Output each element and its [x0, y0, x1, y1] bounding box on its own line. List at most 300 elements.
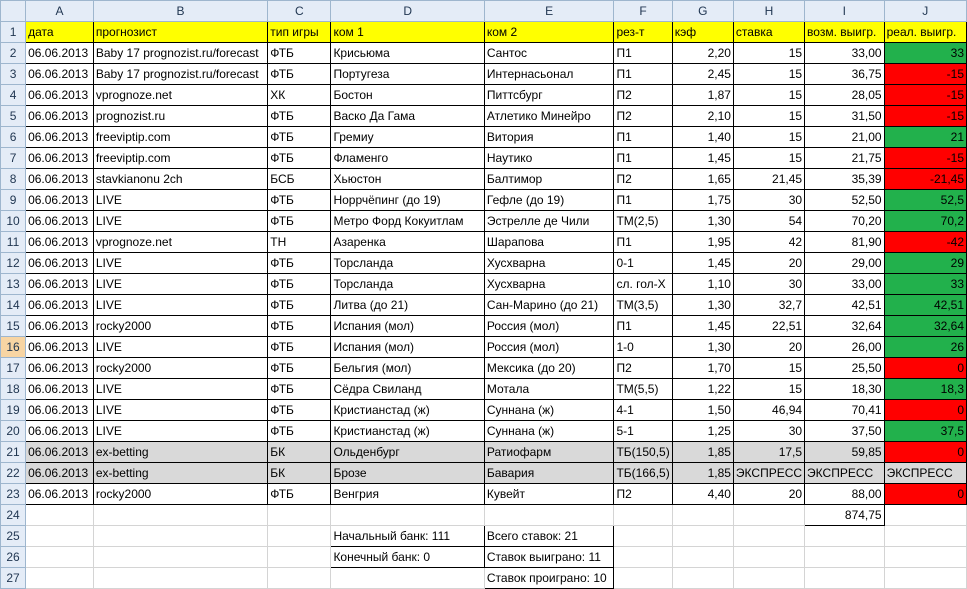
empty-cell[interactable]: [672, 505, 733, 526]
cell-team1[interactable]: Торсланда: [331, 274, 484, 295]
cell-possible-win[interactable]: 81,90: [805, 232, 885, 253]
cell-date[interactable]: 06.06.2013: [26, 295, 94, 316]
cell-odds[interactable]: 1,10: [672, 274, 733, 295]
cell-team2[interactable]: Бавария: [484, 463, 614, 484]
empty-cell[interactable]: [26, 505, 94, 526]
cell-odds[interactable]: 1,30: [672, 295, 733, 316]
cell-possible-win[interactable]: 35,39: [805, 169, 885, 190]
row-number[interactable]: 26: [1, 547, 26, 568]
cell-possible-win[interactable]: 70,41: [805, 400, 885, 421]
cell-odds[interactable]: 1,45: [672, 253, 733, 274]
row-number[interactable]: 1: [1, 22, 26, 43]
cell-real-win[interactable]: 32,64: [884, 316, 966, 337]
cell-forecaster[interactable]: LIVE: [93, 253, 267, 274]
header-cell-possible-win[interactable]: возм. выигр.: [805, 22, 885, 43]
cell-team2[interactable]: Россия (мол): [484, 316, 614, 337]
header-cell-real-win[interactable]: реал. выигр.: [884, 22, 966, 43]
cell-stake[interactable]: 15: [733, 127, 804, 148]
header-cell-forecaster[interactable]: прогнозист: [93, 22, 267, 43]
cell-type[interactable]: ФТБ: [268, 190, 331, 211]
cell-date[interactable]: 06.06.2013: [26, 169, 94, 190]
cell-team2[interactable]: Ратиофарм: [484, 442, 614, 463]
cell-stake[interactable]: 22,51: [733, 316, 804, 337]
row-number[interactable]: 27: [1, 568, 26, 589]
cell-forecaster[interactable]: ex-betting: [93, 442, 267, 463]
cell-possible-win[interactable]: 70,20: [805, 211, 885, 232]
cell-possible-win[interactable]: 88,00: [805, 484, 885, 505]
row-number[interactable]: 12: [1, 253, 26, 274]
cell-odds[interactable]: 1,45: [672, 148, 733, 169]
row-number[interactable]: 10: [1, 211, 26, 232]
row-number[interactable]: 8: [1, 169, 26, 190]
cell-date[interactable]: 06.06.2013: [26, 106, 94, 127]
cell-team2[interactable]: Эстрелле де Чили: [484, 211, 614, 232]
cell-team2[interactable]: Мотала: [484, 379, 614, 400]
cell-result[interactable]: П1: [614, 316, 672, 337]
empty-cell[interactable]: [733, 568, 804, 589]
cell-odds[interactable]: 1,95: [672, 232, 733, 253]
cell-odds[interactable]: 1,70: [672, 358, 733, 379]
cell-team1[interactable]: Васко Да Гама: [331, 106, 484, 127]
cell-date[interactable]: 06.06.2013: [26, 463, 94, 484]
cell-odds[interactable]: 1,50: [672, 400, 733, 421]
cell-real-win[interactable]: 0: [884, 358, 966, 379]
empty-cell[interactable]: [884, 526, 966, 547]
cell-result[interactable]: ТМ(2,5): [614, 211, 672, 232]
cell-possible-win[interactable]: 18,30: [805, 379, 885, 400]
cell-stake[interactable]: 15: [733, 379, 804, 400]
cell-stake[interactable]: 15: [733, 64, 804, 85]
cell-type[interactable]: ФТБ: [268, 253, 331, 274]
cell-real-win[interactable]: 0: [884, 442, 966, 463]
cell-team2[interactable]: Наутико: [484, 148, 614, 169]
cell-possible-win[interactable]: 31,50: [805, 106, 885, 127]
cell-real-win[interactable]: 0: [884, 484, 966, 505]
cell-stake[interactable]: 54: [733, 211, 804, 232]
cell-odds[interactable]: 1,45: [672, 316, 733, 337]
cell-type[interactable]: ФТБ: [268, 211, 331, 232]
cell-result[interactable]: ТБ(150,5): [614, 442, 672, 463]
summary-bets-cell[interactable]: Всего ставок: 21: [484, 526, 614, 547]
cell-stake[interactable]: 30: [733, 274, 804, 295]
cell-result[interactable]: П2: [614, 106, 672, 127]
cell-possible-win[interactable]: 25,50: [805, 358, 885, 379]
row-number[interactable]: 11: [1, 232, 26, 253]
cell-team1[interactable]: Испания (мол): [331, 337, 484, 358]
cell-possible-win[interactable]: 26,00: [805, 337, 885, 358]
cell-real-win[interactable]: -42: [884, 232, 966, 253]
cell-possible-win[interactable]: 32,64: [805, 316, 885, 337]
cell-type[interactable]: ФТБ: [268, 64, 331, 85]
cell-team2[interactable]: Сан-Марино (до 21): [484, 295, 614, 316]
row-number[interactable]: 21: [1, 442, 26, 463]
cell-stake[interactable]: 20: [733, 484, 804, 505]
cell-type[interactable]: ФТБ: [268, 337, 331, 358]
cell-team1[interactable]: Венгрия: [331, 484, 484, 505]
cell-team2[interactable]: Балтимор: [484, 169, 614, 190]
empty-cell[interactable]: [268, 526, 331, 547]
row-number[interactable]: 23: [1, 484, 26, 505]
column-header[interactable]: B: [93, 1, 267, 22]
cell-result[interactable]: П1: [614, 43, 672, 64]
select-all-corner[interactable]: [1, 1, 26, 22]
row-number[interactable]: 9: [1, 190, 26, 211]
column-header[interactable]: H: [733, 1, 804, 22]
cell-result[interactable]: П1: [614, 232, 672, 253]
cell-odds[interactable]: 2,45: [672, 64, 733, 85]
cell-result[interactable]: сл. гол-Х: [614, 274, 672, 295]
cell-forecaster[interactable]: rocky2000: [93, 316, 267, 337]
cell-type[interactable]: БК: [268, 463, 331, 484]
empty-cell[interactable]: [672, 526, 733, 547]
empty-cell[interactable]: [26, 526, 94, 547]
cell-real-win[interactable]: 37,5: [884, 421, 966, 442]
cell-team2[interactable]: Атлетико Минейро: [484, 106, 614, 127]
row-number[interactable]: 4: [1, 85, 26, 106]
cell-forecaster[interactable]: ex-betting: [93, 463, 267, 484]
cell-team2[interactable]: Хусхварна: [484, 253, 614, 274]
cell-result[interactable]: П1: [614, 127, 672, 148]
row-number[interactable]: 6: [1, 127, 26, 148]
column-header[interactable]: A: [26, 1, 94, 22]
column-header[interactable]: E: [484, 1, 614, 22]
cell-stake[interactable]: 30: [733, 421, 804, 442]
cell-forecaster[interactable]: vprognoze.net: [93, 232, 267, 253]
cell-odds[interactable]: 2,20: [672, 43, 733, 64]
cell-team1[interactable]: Сёдра Свиланд: [331, 379, 484, 400]
cell-stake[interactable]: 15: [733, 43, 804, 64]
cell-team1[interactable]: Бостон: [331, 85, 484, 106]
cell-stake[interactable]: 46,94: [733, 400, 804, 421]
empty-cell[interactable]: [93, 526, 267, 547]
cell-type[interactable]: ФТБ: [268, 316, 331, 337]
cell-real-win[interactable]: -21,45: [884, 169, 966, 190]
cell-odds[interactable]: 1,75: [672, 190, 733, 211]
cell-odds[interactable]: 1,30: [672, 337, 733, 358]
cell-team1[interactable]: Литва (до 21): [331, 295, 484, 316]
cell-possible-win[interactable]: 37,50: [805, 421, 885, 442]
cell-odds[interactable]: 1,30: [672, 211, 733, 232]
total-possible-win[interactable]: 874,75: [805, 505, 885, 526]
cell-team1[interactable]: Испания (мол): [331, 316, 484, 337]
cell-type[interactable]: ФТБ: [268, 295, 331, 316]
cell-team1[interactable]: Брозе: [331, 463, 484, 484]
row-number[interactable]: 16: [1, 337, 26, 358]
cell-team2[interactable]: Россия (мол): [484, 337, 614, 358]
cell-date[interactable]: 06.06.2013: [26, 274, 94, 295]
cell-real-win[interactable]: 18,3: [884, 379, 966, 400]
cell-team1[interactable]: Хьюстон: [331, 169, 484, 190]
cell-possible-win[interactable]: 21,75: [805, 148, 885, 169]
cell-real-win[interactable]: ЭКСПРЕСС: [884, 463, 966, 484]
cell-team2[interactable]: Шарапова: [484, 232, 614, 253]
cell-team2[interactable]: Витория: [484, 127, 614, 148]
cell-type[interactable]: ФТБ: [268, 127, 331, 148]
empty-cell[interactable]: [93, 505, 267, 526]
cell-real-win[interactable]: 33: [884, 43, 966, 64]
cell-type[interactable]: БСБ: [268, 169, 331, 190]
row-number[interactable]: 20: [1, 421, 26, 442]
cell-result[interactable]: П1: [614, 64, 672, 85]
cell-possible-win[interactable]: 28,05: [805, 85, 885, 106]
cell-team1[interactable]: Фламенго: [331, 148, 484, 169]
cell-real-win[interactable]: 26: [884, 337, 966, 358]
empty-cell[interactable]: [884, 568, 966, 589]
empty-cell[interactable]: [26, 547, 94, 568]
cell-result[interactable]: П2: [614, 169, 672, 190]
cell-date[interactable]: 06.06.2013: [26, 43, 94, 64]
cell-result[interactable]: ТМ(5,5): [614, 379, 672, 400]
cell-stake[interactable]: ЭКСПРЕСС: [733, 463, 804, 484]
cell-forecaster[interactable]: freeviptip.com: [93, 148, 267, 169]
cell-odds[interactable]: 1,65: [672, 169, 733, 190]
cell-forecaster[interactable]: LIVE: [93, 379, 267, 400]
row-number[interactable]: 22: [1, 463, 26, 484]
cell-date[interactable]: 06.06.2013: [26, 211, 94, 232]
empty-cell[interactable]: [884, 505, 966, 526]
row-number[interactable]: 25: [1, 526, 26, 547]
cell-forecaster[interactable]: stavkianonu 2ch: [93, 169, 267, 190]
empty-cell[interactable]: [614, 505, 672, 526]
row-number[interactable]: 17: [1, 358, 26, 379]
cell-odds[interactable]: 1,87: [672, 85, 733, 106]
cell-result[interactable]: 5-1: [614, 421, 672, 442]
cell-team2[interactable]: Гефле (до 19): [484, 190, 614, 211]
cell-real-win[interactable]: 0: [884, 400, 966, 421]
header-cell-odds[interactable]: кэф: [672, 22, 733, 43]
cell-date[interactable]: 06.06.2013: [26, 358, 94, 379]
cell-date[interactable]: 06.06.2013: [26, 253, 94, 274]
cell-result[interactable]: П1: [614, 148, 672, 169]
cell-type[interactable]: ФТБ: [268, 106, 331, 127]
cell-team2[interactable]: Кувейт: [484, 484, 614, 505]
cell-stake[interactable]: 17,5: [733, 442, 804, 463]
cell-team2[interactable]: Хусхварна: [484, 274, 614, 295]
cell-team1[interactable]: Португеза: [331, 64, 484, 85]
row-number[interactable]: 15: [1, 316, 26, 337]
cell-result[interactable]: П2: [614, 358, 672, 379]
cell-forecaster[interactable]: LIVE: [93, 400, 267, 421]
cell-team1[interactable]: Гремиу: [331, 127, 484, 148]
cell-odds[interactable]: 1,22: [672, 379, 733, 400]
cell-possible-win[interactable]: 33,00: [805, 274, 885, 295]
cell-stake[interactable]: 30: [733, 190, 804, 211]
cell-forecaster[interactable]: LIVE: [93, 295, 267, 316]
cell-forecaster[interactable]: freeviptip.com: [93, 127, 267, 148]
cell-date[interactable]: 06.06.2013: [26, 337, 94, 358]
cell-result[interactable]: ТМ(3,5): [614, 295, 672, 316]
summary-bets-cell[interactable]: Ставок выиграно: 11: [484, 547, 614, 568]
cell-date[interactable]: 06.06.2013: [26, 64, 94, 85]
cell-forecaster[interactable]: Baby 17 prognozist.ru/forecast: [93, 43, 267, 64]
row-number[interactable]: 5: [1, 106, 26, 127]
header-cell-team1[interactable]: ком 1: [331, 22, 484, 43]
cell-forecaster[interactable]: LIVE: [93, 190, 267, 211]
cell-odds[interactable]: 1,85: [672, 463, 733, 484]
cell-forecaster[interactable]: prognozist.ru: [93, 106, 267, 127]
cell-forecaster[interactable]: LIVE: [93, 211, 267, 232]
cell-real-win[interactable]: -15: [884, 85, 966, 106]
header-cell-stake[interactable]: ставка: [733, 22, 804, 43]
cell-possible-win[interactable]: 52,50: [805, 190, 885, 211]
cell-real-win[interactable]: 21: [884, 127, 966, 148]
cell-team1[interactable]: Норрчёпинг (до 19): [331, 190, 484, 211]
cell-odds[interactable]: 1,40: [672, 127, 733, 148]
empty-cell[interactable]: [484, 505, 614, 526]
cell-possible-win[interactable]: 42,51: [805, 295, 885, 316]
empty-cell[interactable]: [733, 526, 804, 547]
cell-date[interactable]: 06.06.2013: [26, 421, 94, 442]
cell-team2[interactable]: Интернасьонал: [484, 64, 614, 85]
header-cell-type[interactable]: тип игры: [268, 22, 331, 43]
cell-date[interactable]: 06.06.2013: [26, 442, 94, 463]
cell-team1[interactable]: Метро Форд Кокуитлам: [331, 211, 484, 232]
cell-possible-win[interactable]: 29,00: [805, 253, 885, 274]
cell-forecaster[interactable]: LIVE: [93, 274, 267, 295]
header-cell-date[interactable]: дата: [26, 22, 94, 43]
summary-bank-cell[interactable]: Конечный банк: 0: [331, 547, 484, 568]
cell-team1[interactable]: Торсланда: [331, 253, 484, 274]
cell-forecaster[interactable]: LIVE: [93, 337, 267, 358]
cell-date[interactable]: 06.06.2013: [26, 127, 94, 148]
empty-cell[interactable]: [733, 547, 804, 568]
cell-stake[interactable]: 15: [733, 148, 804, 169]
cell-team1[interactable]: Кристианстад (ж): [331, 421, 484, 442]
cell-stake[interactable]: 21,45: [733, 169, 804, 190]
cell-stake[interactable]: 20: [733, 337, 804, 358]
cell-result[interactable]: П2: [614, 85, 672, 106]
row-number[interactable]: 19: [1, 400, 26, 421]
cell-team1[interactable]: Ольденбург: [331, 442, 484, 463]
empty-cell[interactable]: [331, 568, 484, 589]
row-number[interactable]: 2: [1, 43, 26, 64]
empty-cell[interactable]: [614, 526, 672, 547]
cell-possible-win[interactable]: 59,85: [805, 442, 885, 463]
empty-cell[interactable]: [93, 568, 267, 589]
cell-date[interactable]: 06.06.2013: [26, 232, 94, 253]
cell-stake[interactable]: 32,7: [733, 295, 804, 316]
cell-team2[interactable]: Сантос: [484, 43, 614, 64]
cell-stake[interactable]: 15: [733, 358, 804, 379]
column-header[interactable]: G: [672, 1, 733, 22]
column-header[interactable]: I: [805, 1, 885, 22]
cell-real-win[interactable]: -15: [884, 106, 966, 127]
cell-real-win[interactable]: -15: [884, 64, 966, 85]
cell-team2[interactable]: Мексика (до 20): [484, 358, 614, 379]
empty-cell[interactable]: [733, 505, 804, 526]
cell-odds[interactable]: 1,85: [672, 442, 733, 463]
cell-real-win[interactable]: 70,2: [884, 211, 966, 232]
empty-cell[interactable]: [331, 505, 484, 526]
cell-type[interactable]: ФТБ: [268, 379, 331, 400]
empty-cell[interactable]: [805, 568, 885, 589]
row-number[interactable]: 13: [1, 274, 26, 295]
cell-odds[interactable]: 1,25: [672, 421, 733, 442]
row-number[interactable]: 14: [1, 295, 26, 316]
cell-real-win[interactable]: 42,51: [884, 295, 966, 316]
cell-team1[interactable]: Крисьюма: [331, 43, 484, 64]
cell-odds[interactable]: 2,10: [672, 106, 733, 127]
cell-result[interactable]: 4-1: [614, 400, 672, 421]
empty-cell[interactable]: [672, 568, 733, 589]
column-header[interactable]: J: [884, 1, 966, 22]
empty-cell[interactable]: [268, 568, 331, 589]
cell-real-win[interactable]: 29: [884, 253, 966, 274]
cell-real-win[interactable]: -15: [884, 148, 966, 169]
empty-cell[interactable]: [672, 547, 733, 568]
cell-forecaster[interactable]: Baby 17 prognozist.ru/forecast: [93, 64, 267, 85]
column-header[interactable]: F: [614, 1, 672, 22]
summary-bets-cell[interactable]: Ставок проиграно: 10: [484, 568, 614, 589]
cell-stake[interactable]: 42: [733, 232, 804, 253]
cell-date[interactable]: 06.06.2013: [26, 400, 94, 421]
cell-real-win[interactable]: 52,5: [884, 190, 966, 211]
cell-date[interactable]: 06.06.2013: [26, 85, 94, 106]
cell-result[interactable]: П2: [614, 484, 672, 505]
cell-forecaster[interactable]: LIVE: [93, 421, 267, 442]
cell-team2[interactable]: Суннана (ж): [484, 421, 614, 442]
cell-date[interactable]: 06.06.2013: [26, 316, 94, 337]
cell-stake[interactable]: 15: [733, 106, 804, 127]
cell-possible-win[interactable]: 33,00: [805, 43, 885, 64]
cell-possible-win[interactable]: 36,75: [805, 64, 885, 85]
cell-date[interactable]: 06.06.2013: [26, 484, 94, 505]
cell-date[interactable]: 06.06.2013: [26, 379, 94, 400]
cell-type[interactable]: ХК: [268, 85, 331, 106]
empty-cell[interactable]: [268, 547, 331, 568]
cell-type[interactable]: ФТБ: [268, 400, 331, 421]
column-header[interactable]: D: [331, 1, 484, 22]
empty-cell[interactable]: [884, 547, 966, 568]
cell-possible-win[interactable]: ЭКСПРЕСС: [805, 463, 885, 484]
cell-forecaster[interactable]: rocky2000: [93, 484, 267, 505]
column-header[interactable]: C: [268, 1, 331, 22]
empty-cell[interactable]: [805, 526, 885, 547]
cell-type[interactable]: ФТБ: [268, 421, 331, 442]
cell-type[interactable]: ФТБ: [268, 358, 331, 379]
empty-cell[interactable]: [93, 547, 267, 568]
cell-stake[interactable]: 15: [733, 85, 804, 106]
empty-cell[interactable]: [805, 547, 885, 568]
cell-result[interactable]: П1: [614, 190, 672, 211]
cell-stake[interactable]: 20: [733, 253, 804, 274]
cell-team1[interactable]: Азаренка: [331, 232, 484, 253]
cell-type[interactable]: БК: [268, 442, 331, 463]
row-number[interactable]: 7: [1, 148, 26, 169]
cell-date[interactable]: 06.06.2013: [26, 190, 94, 211]
cell-result[interactable]: 1-0: [614, 337, 672, 358]
cell-possible-win[interactable]: 21,00: [805, 127, 885, 148]
row-number[interactable]: 18: [1, 379, 26, 400]
cell-type[interactable]: ФТБ: [268, 274, 331, 295]
cell-team2[interactable]: Суннана (ж): [484, 400, 614, 421]
cell-type[interactable]: ФТБ: [268, 148, 331, 169]
empty-cell[interactable]: [268, 505, 331, 526]
cell-forecaster[interactable]: vprognoze.net: [93, 85, 267, 106]
header-cell-result[interactable]: рез-т: [614, 22, 672, 43]
empty-cell[interactable]: [26, 568, 94, 589]
cell-result[interactable]: 0-1: [614, 253, 672, 274]
cell-team1[interactable]: Кристианстад (ж): [331, 400, 484, 421]
cell-date[interactable]: 06.06.2013: [26, 148, 94, 169]
cell-type[interactable]: ТН: [268, 232, 331, 253]
row-number[interactable]: 24: [1, 505, 26, 526]
cell-type[interactable]: ФТБ: [268, 484, 331, 505]
cell-team1[interactable]: Бельгия (мол): [331, 358, 484, 379]
cell-result[interactable]: ТБ(166,5): [614, 463, 672, 484]
cell-team2[interactable]: Питтсбург: [484, 85, 614, 106]
summary-bank-cell[interactable]: Начальный банк: 111: [331, 526, 484, 547]
